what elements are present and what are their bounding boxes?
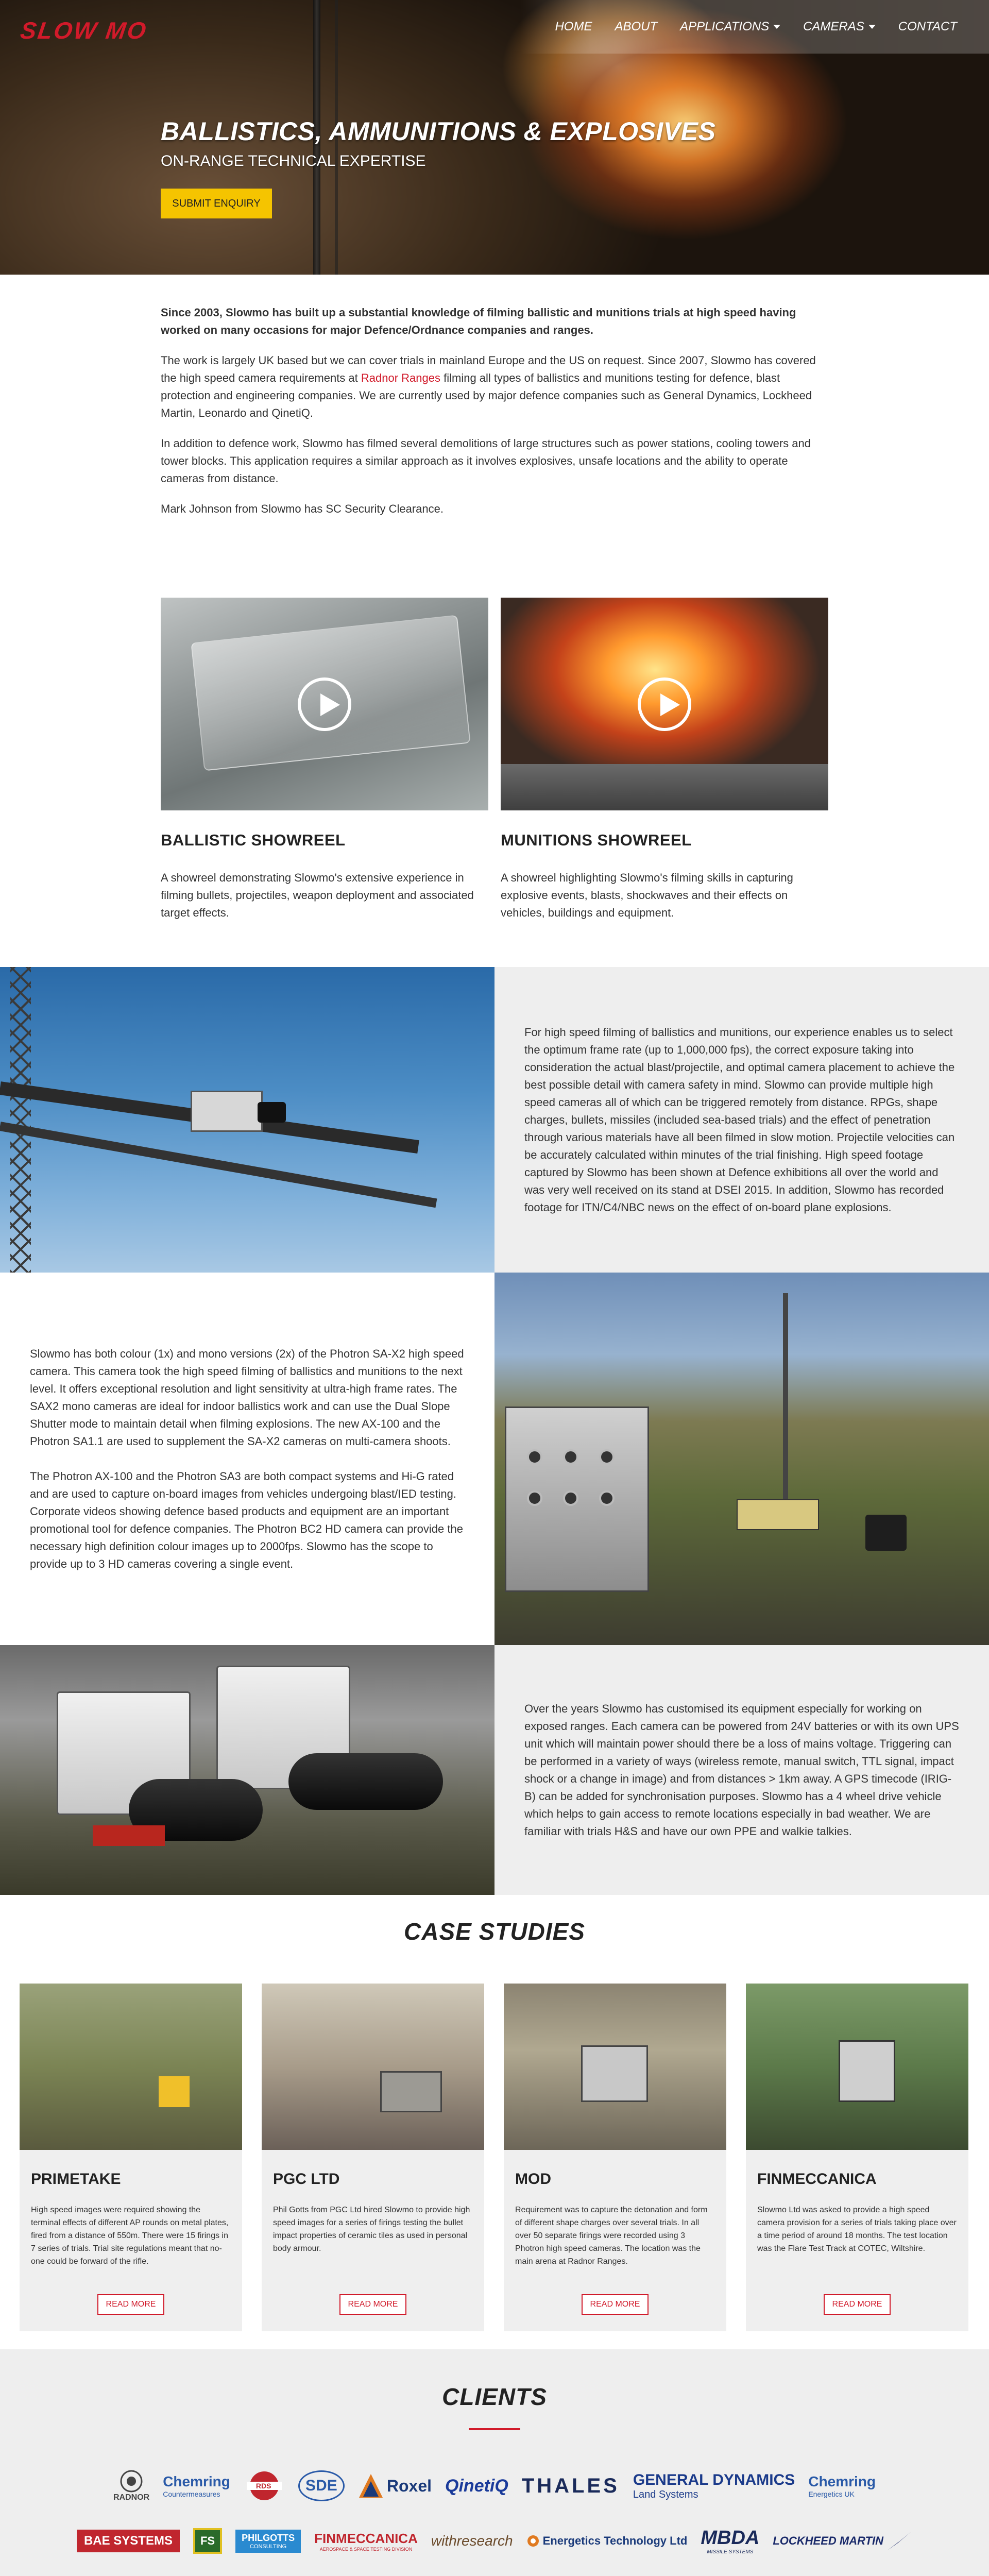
radnor-ranges-link[interactable]: Radnor Ranges [361, 371, 440, 384]
caret-down-icon [773, 25, 780, 29]
client-logo-text: BAE SYSTEMS [83, 2534, 173, 2548]
feature-text: For high speed filming of ballistics and munitions, our experience enables us to select the optimum frame rate (up to 1,000,000 fps), the correct exposure taking into consideration the actual blast/projectile, and optimal camera placement to achieve the best possible detail with camera safety in mind. Slowmo can provide multiple high speed cameras all of which can be triggered remotely from distance. RPGs, shape charges, bullets, missiles (included sea-based trials) and the effect of penetration through various materials have all been filmed in slow motion. Projectile velocities can be accurately calculated within minutes of the trial finishing. High speed footage captured by Slowmo has been shown at Defence exhibitions all over the world and was very well received on its stand at DSEI 2015. In addition, Slowmo has recorded footage for ITN/C4/NBC news on the effect of on-board plane explosions. [524, 1025, 955, 1214]
ballistic-showreel-card [161, 598, 488, 922]
mast-graphic [783, 1293, 788, 1510]
case-graphic [93, 1825, 165, 1846]
client-logo-text: MBDA [701, 2527, 760, 2549]
target-graphic [159, 2076, 190, 2107]
camera-graphic [380, 2071, 442, 2112]
feature-row-equipment [0, 1645, 989, 1895]
caret-down-icon [868, 25, 876, 29]
client-logo [358, 2473, 432, 2499]
client-logo [77, 2530, 180, 2552]
client-logo [298, 2470, 345, 2501]
showreel-title: BALLISTIC SHOWREEL [161, 831, 346, 849]
read-more-button[interactable]: READ MORE [824, 2294, 891, 2315]
radnor-seal-icon [120, 2469, 143, 2493]
client-logo-text: THALES [521, 2474, 620, 2497]
lockheed-star-icon [886, 2531, 912, 2551]
feature-row-cameras [0, 1273, 989, 1645]
client-logo [522, 2475, 620, 2498]
client-logo-subtext: MISSILE SYSTEMS [707, 2549, 754, 2555]
client-logo [808, 2473, 876, 2498]
connector-graphic [527, 1449, 542, 1465]
read-more-button[interactable]: READ MORE [97, 2294, 164, 2315]
client-logo-subtext: Energetics UK [808, 2490, 855, 2498]
client-logo-subtext: CONSULTING [249, 2543, 287, 2550]
client-logo [526, 2534, 688, 2548]
camera-graphic [191, 1091, 263, 1132]
connector-graphic [563, 1449, 578, 1465]
case-title: PRIMETAKE [31, 2171, 121, 2188]
case-card-primetake [20, 1984, 242, 2331]
hero-banner [0, 0, 989, 275]
client-logo [633, 2471, 795, 2501]
feature-text: The Photron AX-100 and the Photron SA3 are both compact systems and Hi-G rated and are used to capture on-board images from vehicles undergoing blast/IED testing. Corporate videos showing defence based products and equipment are an important promotional tool for defence companies. The Photron BC2 HD camera can provide the necessary high definition colour images up to 2000fps. Slowmo has the scope to provide up to 3 HD cameras covering a single event. [30, 1469, 463, 1570]
nav-label: CONTACT [898, 20, 957, 33]
intro-lead: Since 2003, Slowmo has built up a substantial knowledge of filming ballistic and munitions trials at high speed having worked on many occasions for major Defence/Ordnance companies and ranges. [161, 306, 796, 336]
munitions-video-thumbnail[interactable] [501, 598, 828, 810]
case-studies-title: CASE STUDIES [404, 1918, 585, 1945]
client-logo-text: withresearch [431, 2533, 513, 2549]
site-logo[interactable]: SLOW MO [19, 17, 149, 44]
intro-paragraph [161, 352, 828, 422]
client-logo [193, 2528, 222, 2554]
case-photo[interactable] [262, 1984, 484, 2150]
client-logo [314, 2531, 418, 2552]
nav-label: HOME [555, 20, 592, 33]
read-more-button[interactable]: READ MORE [339, 2294, 406, 2315]
ballistic-video-thumbnail[interactable] [161, 598, 488, 810]
roxel-triangle-icon [358, 2473, 384, 2499]
feature-text-panel [0, 1273, 494, 1645]
camera-graphic [839, 2040, 895, 2102]
hero-title: BALLISTICS, AMMUNITIONS & EXPLOSIVES [161, 117, 716, 146]
client-logo-text: RADNOR [113, 2493, 150, 2502]
ground-graphic [501, 764, 828, 810]
client-logo [773, 2531, 912, 2551]
client-logo-text: RDS [255, 2482, 271, 2490]
case-photo[interactable] [504, 1984, 726, 2150]
case-photo[interactable] [20, 1984, 242, 2150]
client-logo [235, 2530, 301, 2553]
connector-graphic [599, 1449, 615, 1465]
intro-text [161, 304, 828, 531]
client-logo-text: Roxel [386, 2476, 432, 2495]
play-icon[interactable] [298, 677, 351, 731]
lens-graphic [288, 1753, 443, 1810]
camera-graphic [865, 1515, 907, 1551]
vehicle-graphic [737, 1499, 819, 1530]
client-logo-text: FS [200, 2534, 215, 2547]
client-logo-text: Chemring [163, 2473, 230, 2489]
range-camera-photo [494, 1273, 989, 1645]
nav-item-home[interactable] [543, 20, 603, 34]
case-card-pgc [262, 1984, 484, 2331]
client-logo-text: FINMECCANICA [314, 2530, 418, 2546]
intro-paragraph: Mark Johnson from Slowmo has SC Security Clearance. [161, 502, 444, 515]
client-logo-text: GENERAL DYNAMICS [633, 2471, 795, 2488]
connector-graphic [563, 1490, 578, 1506]
client-logo-subtext: AEROSPACE & SPACE TESTING DIVISION [319, 2546, 413, 2552]
case-text: High speed images were required showing the terminal effects of different AP rounds on metal plates, fired from a distance of 550m. There were 15 firings in 7 series of trials. Trial site regulations meant that no-one could be forward of the rifle. [31, 2206, 229, 2266]
twin-cameras-photo [0, 1645, 494, 1895]
nav-label: CAMERAS [803, 20, 864, 33]
feature-text-panel [494, 1645, 989, 1895]
nav-item-applications[interactable] [669, 20, 792, 34]
camera-graphic [581, 2045, 648, 2102]
tower-camera-photo [0, 967, 494, 1273]
title-underline [469, 2428, 520, 2430]
case-photo[interactable] [746, 1984, 968, 2150]
client-logo-text: LOCKHEED MARTIN [773, 2534, 884, 2547]
lens-graphic [258, 1102, 286, 1123]
connector-graphic [599, 1490, 615, 1506]
client-logo [163, 2473, 230, 2498]
client-logo-text: Energetics Technology Ltd [542, 2534, 688, 2547]
client-logos-row-2 [0, 2527, 989, 2555]
nav-item-about[interactable] [603, 20, 669, 34]
client-logo-text: Chemring [808, 2473, 876, 2489]
intro-paragraph: In addition to defence work, Slowmo has filmed several demolitions of large structures such as power stations, cooling towers and tower blocks. This application requires a similar approach as it involves explosives, unsafe locations and the ability to operate cameras from distance. [161, 437, 811, 485]
client-logo [113, 2469, 149, 2502]
client-logo [445, 2476, 508, 2496]
client-logo [431, 2533, 513, 2549]
clients-title: CLIENTS [442, 2383, 547, 2410]
pylon-graphic [10, 967, 31, 1273]
client-logo-text: SDE [305, 2477, 337, 2494]
play-icon[interactable] [638, 677, 691, 731]
energetics-swirl-icon [526, 2534, 540, 2548]
case-text: Slowmo Ltd was asked to provide a high speed camera provision for a series of trials taking place over a time period of around 18 months. The test location was the Flare Test Track at COTEC, Wiltshire. [757, 2206, 957, 2253]
client-logos-row-1 [0, 2468, 989, 2504]
nav-label: ABOUT [615, 20, 658, 33]
client-logo-subtext: Land Systems [633, 2488, 698, 2500]
case-card-mod [504, 1984, 726, 2331]
client-logo-subtext: Countermeasures [163, 2490, 220, 2498]
submit-enquiry-button[interactable]: SUBMIT ENQUIRY [161, 189, 272, 218]
nav-label: APPLICATIONS [680, 20, 770, 33]
hero-subtitle: ON-RANGE TECHNICAL EXPERTISE [161, 152, 426, 170]
client-logo-text: PHILGOTTS [242, 2532, 295, 2543]
case-title: FINMECCANICA [757, 2171, 877, 2188]
main-nav [520, 0, 989, 54]
showreel-description: A showreel highlighting Slowmo's filming skills in capturing explosive events, blasts, shockwaves and their effects on vehicles, buildings and equipment. [501, 871, 793, 919]
feature-text-panel [494, 967, 989, 1273]
case-text: Phil Gotts from PGC Ltd hired Slowmo to provide high speed images for a series of firings testing the bullet impact properties of ceramic tiles as used in personal body armour. [273, 2206, 470, 2253]
case-card-finmeccanica [746, 1984, 968, 2331]
intro-text-run: filming all types of ballistics and munitions testing for defence, blast protection and engineering companies. We are currently used by major defence companies such as General Dynamics, Lockheed Martin, Leonardo and QinetiQ. [161, 371, 812, 419]
showreel-description: A showreel demonstrating Slowmo's extensive experience in filming bullets, projectiles, weapon deployment and associated target effects. [161, 871, 474, 919]
nav-item-cameras[interactable] [792, 20, 887, 34]
feature-text: Slowmo has both colour (1x) and mono versions (2x) of the Photron SA-X2 high speed camera. This camera took the high speed filming of ballistics and munitions to the next level. It offers exceptional resolution and light sensitivity at ultra-high frame rates. The SAX2 mono cameras are ideal for indoor ballistics work and can use the Dual Slope Shutter mode to maintain detail when filming explosions. The new AX-100 and the Photron SA1.1 are used to supplement the SA-X2 cameras on multi-camera shoots. [30, 1347, 464, 1448]
intro-text-run: The work is largely UK based but we can cover trials in mainland Europe and the US on request. Since 2007, Slowmo has covered the high speed camera requirements at [161, 354, 816, 384]
read-more-button[interactable]: READ MORE [582, 2294, 649, 2315]
nav-item-contact[interactable] [887, 20, 968, 34]
case-text: Requirement was to capture the detonation and form of different shape charges over several trials. In all over 50 separate firings were recorded using 3 Photron high speed cameras. The location was the main arena at Radnor Ranges. [515, 2206, 708, 2266]
feature-text: Over the years Slowmo has customised its equipment especially for working on exposed ranges. Each camera can be powered from 24V batteries or with its own UPS unit which will maintain power should there be a loss of mains voltage. Triggering can be performed in a variety of ways (wireless remote, manual switch, TTL signal, impact shock or a change in image) and from distances > 1km away. A GPS timecode (IRIG-B) can be added for synchronisation purposes. Slowmo has a 4 wheel drive vehicle which helps to gain access to remote locations especially in bad weather. We are familiar with trials H&S and have our own PPE and walkie talkies. [524, 1702, 959, 1838]
feature-row-frame-rate [0, 967, 989, 1273]
case-title: MOD [515, 2171, 551, 2188]
client-logo [701, 2527, 759, 2555]
case-title: PGC LTD [273, 2171, 340, 2188]
client-logo [244, 2468, 285, 2504]
camera-body-graphic [505, 1406, 649, 1592]
munitions-showreel-card [501, 598, 828, 922]
connector-graphic [527, 1490, 542, 1506]
showreel-title: MUNITIONS SHOWREEL [501, 831, 692, 849]
client-logo-text: QinetiQ [445, 2476, 508, 2496]
